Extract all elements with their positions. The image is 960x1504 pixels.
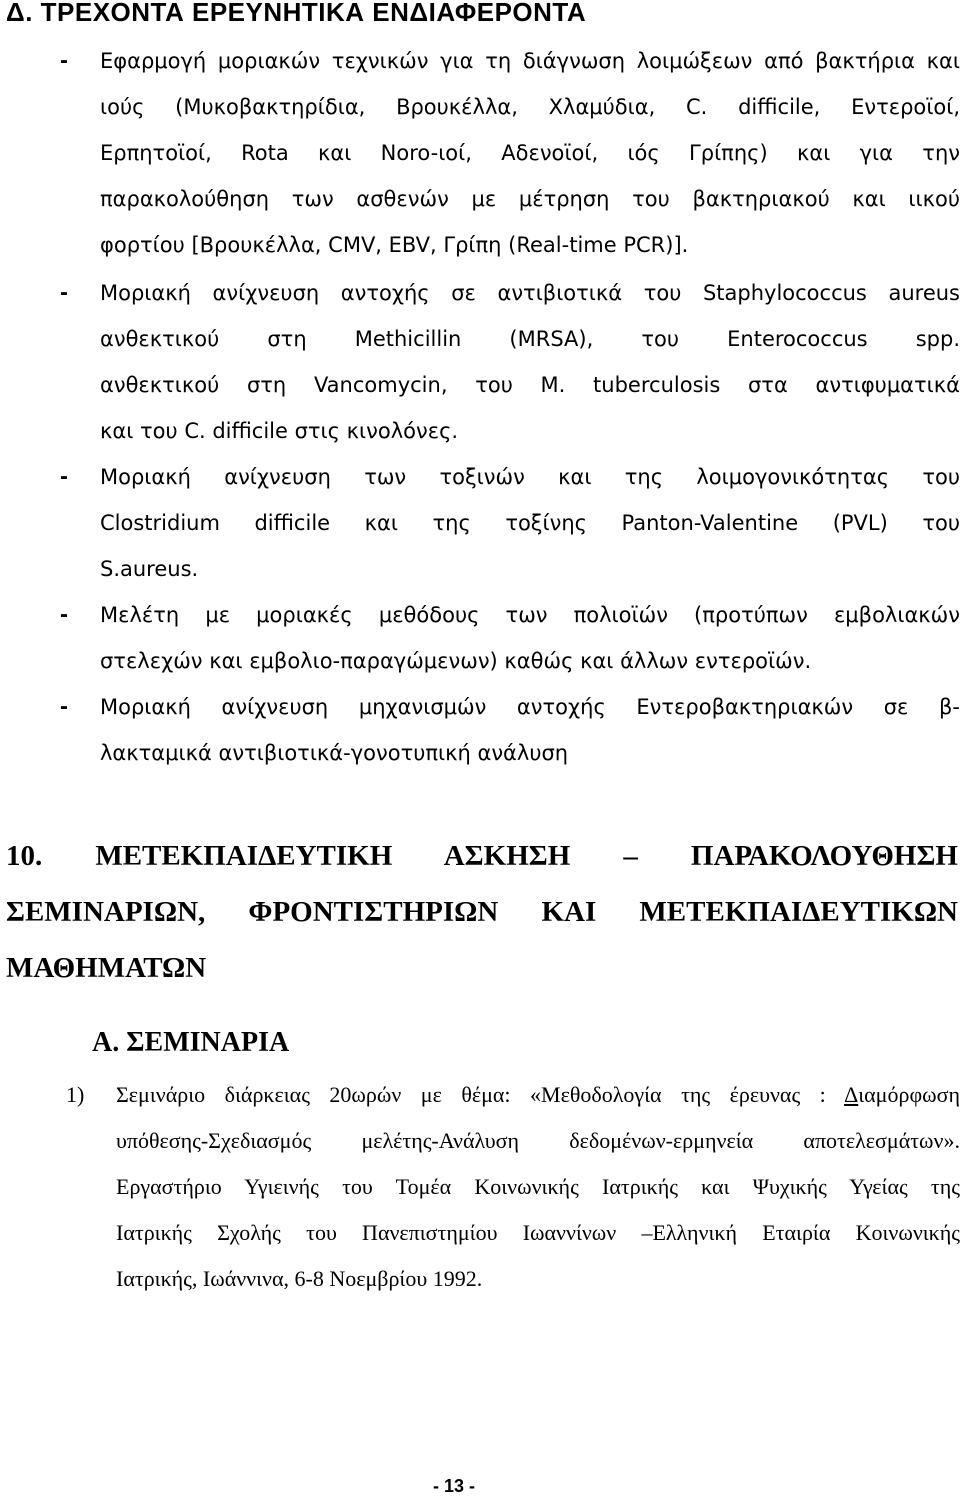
text-line: Μελέτη με μοριακές μεθόδους των πολιοϊών (προτύπων εμβολιακών <box>100 603 960 627</box>
section-10-heading <box>6 828 958 996</box>
heading-line: 10. ΜΕΤΕΚΠΑΙΔΕΥΤΙΚΗ ΑΣΚΗΣΗ – ΠΑΡΑΚΟΛΟΥΘΗΣΗ <box>6 840 958 872</box>
list-item-text <box>100 684 960 776</box>
text-line: Clostridium difficile και της τοξίνης Panton-Valentine (PVL) του <box>100 511 960 535</box>
heading-line: ΜΑΘΗΜΑΤΩΝ <box>6 952 207 984</box>
heading-line: ΣΕΜΙΝΑΡΙΩΝ, ΦΡΟΝΤΙΣΤΗΡΙΩΝ ΚΑΙ ΜΕΤΕΚΠΑΙΔΕΥΤΙΚΩΝ <box>6 896 958 928</box>
text-line: υπόθεσης-Σχεδιασμός μελέτης-Ανάλυση δεδομένων-ερμηνεία αποτελεσμάτων». <box>116 1128 960 1153</box>
text-line: παρακολούθηση των ασθενών με μέτρηση του βακτηριακού και ιικού <box>100 187 960 211</box>
text-fragment: Σεμινάριο διάρκειας 20ωρών με θέμα: «Μεθοδολογία της έρευνας : <box>116 1082 845 1107</box>
page-footer <box>0 1476 960 1497</box>
seminar-entry <box>116 1072 960 1302</box>
text-line <box>116 1072 960 1118</box>
list-item-text <box>100 270 960 454</box>
text-line: λακταμικά αντιβιοτικά-γονοτυπική ανάλυση <box>100 741 569 765</box>
text-line: ιούς (Μυκοβακτηρίδια, Βρουκέλλα, Χλαμύδια, C. difficile, Εντεροϊοί, <box>100 95 960 119</box>
seminar-number: 1) <box>66 1082 85 1107</box>
page-number: - 13 - <box>432 1476 475 1496</box>
text-line: Εφαρμογή μοριακών τεχνικών για τη διάγνωση λοιμώξεων από βακτήρια και <box>100 49 960 73</box>
bullet-dash: - <box>60 279 68 306</box>
bullet-dash: - <box>60 601 68 628</box>
list-item-text <box>100 38 960 268</box>
text-line: στελεχών και εμβολιο-παραγώμενων) καθώς και άλλων εντεροϊών. <box>100 649 812 673</box>
subsection-heading: Α. ΣΕΜΙΝΑΡΙΑ <box>92 1027 290 1058</box>
text-line: Μοριακή ανίχνευση των τοξινών και της λοιμογονικότητας του <box>100 465 960 489</box>
text-line: ανθεκτικού στη Vancomycin, του M. tuberculosis στα αντιφυματικά <box>100 373 960 397</box>
bullet-dash: - <box>60 463 68 490</box>
text-line: S.aureus. <box>100 557 199 581</box>
bullet-dash: - <box>60 693 68 720</box>
text-line: Εργαστήριο Υγιεινής του Τομέα Κοινωνικής Ιατρικής και Ψυχικής Υγείας της <box>116 1174 960 1199</box>
text-line: Ιατρικής, Ιωάννινα, 6-8 Νοεμβρίου 1992. <box>116 1266 483 1291</box>
text-fragment: ιαμόρφωση <box>858 1082 960 1107</box>
text-line: φορτίου [Βρουκέλλα, CMV, EBV, Γρίπη (Real-time PCR)]. <box>100 233 689 257</box>
list-item-text <box>100 592 960 684</box>
underlined-letter: Δ <box>844 1082 859 1107</box>
text-line: και του C. difficile στις κινολόνες. <box>100 419 459 443</box>
bullet-dash: - <box>60 47 68 74</box>
text-line: ανθεκτικού στη Methicillin (MRSA), του Enterococcus spp. <box>100 327 960 351</box>
section-heading: Δ. ΤΡΕΧΟΝΤΑ ΕΡΕΥΝΗΤΙΚΑ ΕΝΔΙΑΦΕΡΟΝΤΑ <box>6 0 587 27</box>
text-line: Μοριακή ανίχνευση μηχανισμών αντοχής Εντεροβακτηριακών σε β- <box>100 695 960 719</box>
text-line: Ιατρικής Σχολής του Πανεπιστημίου Ιωαννίνων –Ελληνική Εταιρία Κοινωνικής <box>116 1220 960 1245</box>
text-line: Ερπητοϊοί, Rota και Noro-ιοί, Αδενοϊοί, ιός Γρίπης) και για την <box>100 141 960 165</box>
list-item-text <box>100 454 960 592</box>
text-line: Μοριακή ανίχνευση αντοχής σε αντιβιοτικά του Staphylococcus aureus <box>100 281 960 305</box>
